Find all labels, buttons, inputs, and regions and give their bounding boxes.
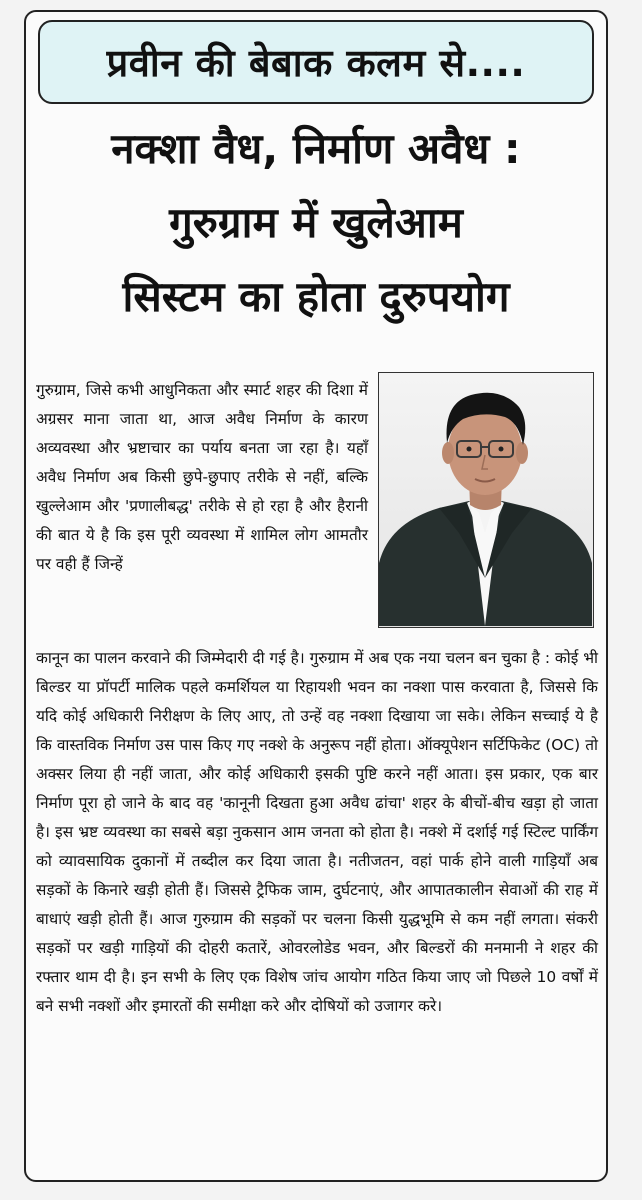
column-kicker: प्रवीन की बेबाक कलम से.... [38,20,594,104]
author-portrait-icon [379,373,592,626]
headline-line-1: नक्शा वैध, निर्माण अवैध : [111,124,521,173]
body-paragraph: कानून का पालन करवाने की जिम्मेदारी दी गई है। गुरुग्राम में अब एक नया चलन बन चुका है : कोई भी बिल्डर या प्रॉपर्टी मालिक पहले कमर्शियल या रिहायशी भवन का नक्शा पास करवाता है, जिससे कि यदि कोई अधिकारी निरीक्षण के लिए आए, तो उन्हें वह नक्शा दिखाया जा सके। लेकिन सच्चाई ये है कि वास्तविक निर्माण उस पास किए गए नक्शे के अनुरूप नहीं होता। ऑक्यूपेशन सर्टिफिकेट (OC) तो अक्सर लिया ही नहीं जाता, और कोई अधिकारी इसकी पुष्टि करने नहीं आता। इस प्रकार, एक बार निर्माण पूरा हो जाने के बाद वह 'कानूनी दिखता हुआ अवैध ढांचा' शहर के बीचों-बीच खड़ा हो जाता है। इस भ्रष्ट व्यवस्था का सबसे बड़ा नुकसान आम जनता को होता है। नक्शे में दर्शाई गई स्टिल्ट पार्किंग को व्यावसायिक दुकानों में तब्दील कर दिया जाता है। नतीजतन, वहां पार्क होने वाली गाड़ियाँ अब सड़कों के किनारे खड़ी होती हैं। जिससे ट्रैफिक जाम, दुर्घटनाएं, और आपातकालीन सेवाओं की राह में बाधाएं खड़ी होती हैं। आज गुरुग्राम की सड़कों पर चलना किसी युद्धभूमि से कम नहीं लगता। संकरी सड़कों पर खड़ी गाड़ियों की दोहरी कतारें, ओवरलोडेड भवन, और बिल्डरों की मनमानी ने शहर की रफ्तार थाम दी है। इन सभी के लिए एक विशेष जांच आयोग गठित किया जाए जो पिछले 10 वर्षों में बने सभी नक्शों और इमारतों की समीक्षा करे और दोषियों को उजागर करे। [36,649,598,1015]
headline-line-3: सिस्टम का होता दुरुपयोग [122,272,510,321]
headline-line-2: गुरुग्राम में खुलेआम [169,198,463,247]
article-frame [24,10,608,1182]
intro-paragraph: गुरुग्राम, जिसे कभी आधुनिकता और स्मार्ट शहर की दिशा में अग्रसर माना जाता था, आज अवैध निर्माण के कारण अव्यवस्था और भ्रष्टाचार का पर्याय बनता जा रहा है। यहाँ अवैध निर्माण अब किसी छुपे-छुपाए तरीके से नहीं, बल्कि खुल्लेआम और 'प्रणालीबद्ध' तरीके से हो रहा है और हैरानी की बात ये है कि इस पूरी व्यवस्था में शामिल लोग आमतौर पर वही हैं जिन्हें [36,381,368,573]
headline [26,112,606,334]
author-photo [378,372,594,628]
